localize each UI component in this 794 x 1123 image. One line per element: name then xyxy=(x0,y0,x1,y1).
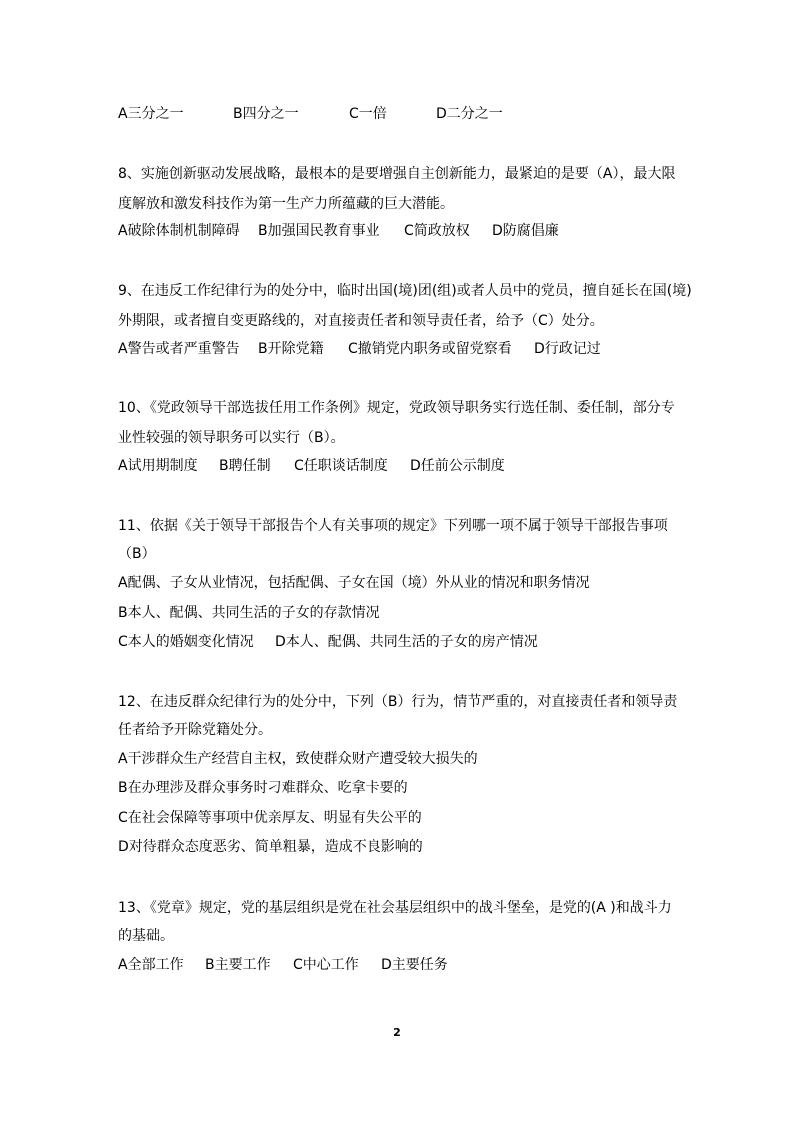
q8-options xyxy=(118,221,559,241)
q11-option-c: C本人的婚姻变化情况 xyxy=(118,634,254,650)
q13-option-a: A全部工作 xyxy=(118,957,184,973)
q8-option-c: C简政放权 xyxy=(404,223,470,239)
q13-stem-line-2: 的基础。 xyxy=(118,928,174,944)
q7-options xyxy=(118,104,503,124)
q12-stem-line-1: 12、在违反群众纪律行为的处分中，下列（B）行为，情节严重的，对直接责任者和领导责 xyxy=(118,694,678,710)
q11-option-d: D本人、配偶、共同生活的子女的房产情况 xyxy=(275,634,538,650)
q13-option-b: B主要工作 xyxy=(205,957,271,973)
q7-option-b: B四分之一 xyxy=(233,106,299,122)
q10-option-d: D任前公示制度 xyxy=(410,458,505,474)
q11-stem-line-2: （B） xyxy=(118,546,156,562)
q7-option-a: A三分之一 xyxy=(118,106,184,122)
q8-option-d: D防腐倡廉 xyxy=(492,223,559,239)
q12-option-a: A干涉群众生产经营自主权，致使群众财产遭受较大损失的 xyxy=(118,751,478,767)
q8-option-b: B加强国民教育事业 xyxy=(258,223,380,239)
q11-option-a: A配偶、子女从业情况，包括配偶、子女在国（境）外从业的情况和职务情况 xyxy=(118,575,590,591)
q9-stem-line-2: 外期限，或者擅自变更路线的，对直接责任者和领导责任者，给予（C）处分。 xyxy=(118,313,604,329)
q12-option-c: C在社会保障等事项中优亲厚友、明显有失公平的 xyxy=(118,810,422,826)
q13-options xyxy=(118,955,448,975)
q9-stem-line-1: 9、在违反工作纪律行为的处分中，临时出国(境)团(组)或者人员中的党员，擅自延长在国(境) xyxy=(118,283,692,299)
q13-option-c: C中心工作 xyxy=(293,957,359,973)
q12-option-d: D对待群众态度恶劣、简单粗暴，造成不良影响的 xyxy=(118,839,423,855)
q10-options xyxy=(118,456,505,476)
q13-stem-line-1: 13、《党章》规定，党的基层组织是党在社会基层组织中的战斗堡垒，是党的(A )和战斗力 xyxy=(118,900,672,916)
q9-option-c: C撤销党内职务或留党察看 xyxy=(348,341,512,357)
q10-stem-line-2: 业性较强的领导职务可以实行（B）。 xyxy=(118,430,345,446)
q8-stem-line-1: 8、实施创新驱动发展战略，最根本的是要增强自主创新能力，最紧迫的是要（A），最大限 xyxy=(118,166,676,182)
q10-option-b: B聘任制 xyxy=(219,458,271,474)
q11-stem-line-1: 11、依据《关于领导干部报告个人有关事项的规定》下列哪一项不属于领导干部报告事项 xyxy=(118,518,668,534)
q10-stem-line-1: 10、《党政领导干部选拔任用工作条例》规定，党政领导职务实行选任制、委任制，部分专 xyxy=(118,400,675,416)
q8-option-a: A破除体制机制障碍 xyxy=(118,223,240,239)
page-number: 2 xyxy=(393,1026,401,1039)
q12-option-b: B在办理涉及群众事务时刁难群众、吃拿卡要的 xyxy=(118,780,408,796)
q7-option-c: C一倍 xyxy=(349,106,387,122)
q10-option-a: A试用期制度 xyxy=(118,458,198,474)
q9-option-b: B开除党籍 xyxy=(258,341,324,357)
q9-option-a: A警告或者严重警告 xyxy=(118,341,240,357)
q13-option-d: D主要任务 xyxy=(381,957,448,973)
q10-option-c: C任职谈话制度 xyxy=(294,458,388,474)
q12-stem-line-2: 任者给予开除党籍处分。 xyxy=(118,722,272,738)
q7-option-d: D二分之一 xyxy=(436,106,503,122)
q9-options xyxy=(118,339,601,359)
q8-stem-line-2: 度解放和激发科技作为第一生产力所蕴藏的巨大潜能。 xyxy=(118,196,454,212)
q11-options-row xyxy=(118,632,538,652)
q9-option-d: D行政记过 xyxy=(534,341,601,357)
q11-option-b: B本人、配偶、共同生活的子女的存款情况 xyxy=(118,605,380,621)
